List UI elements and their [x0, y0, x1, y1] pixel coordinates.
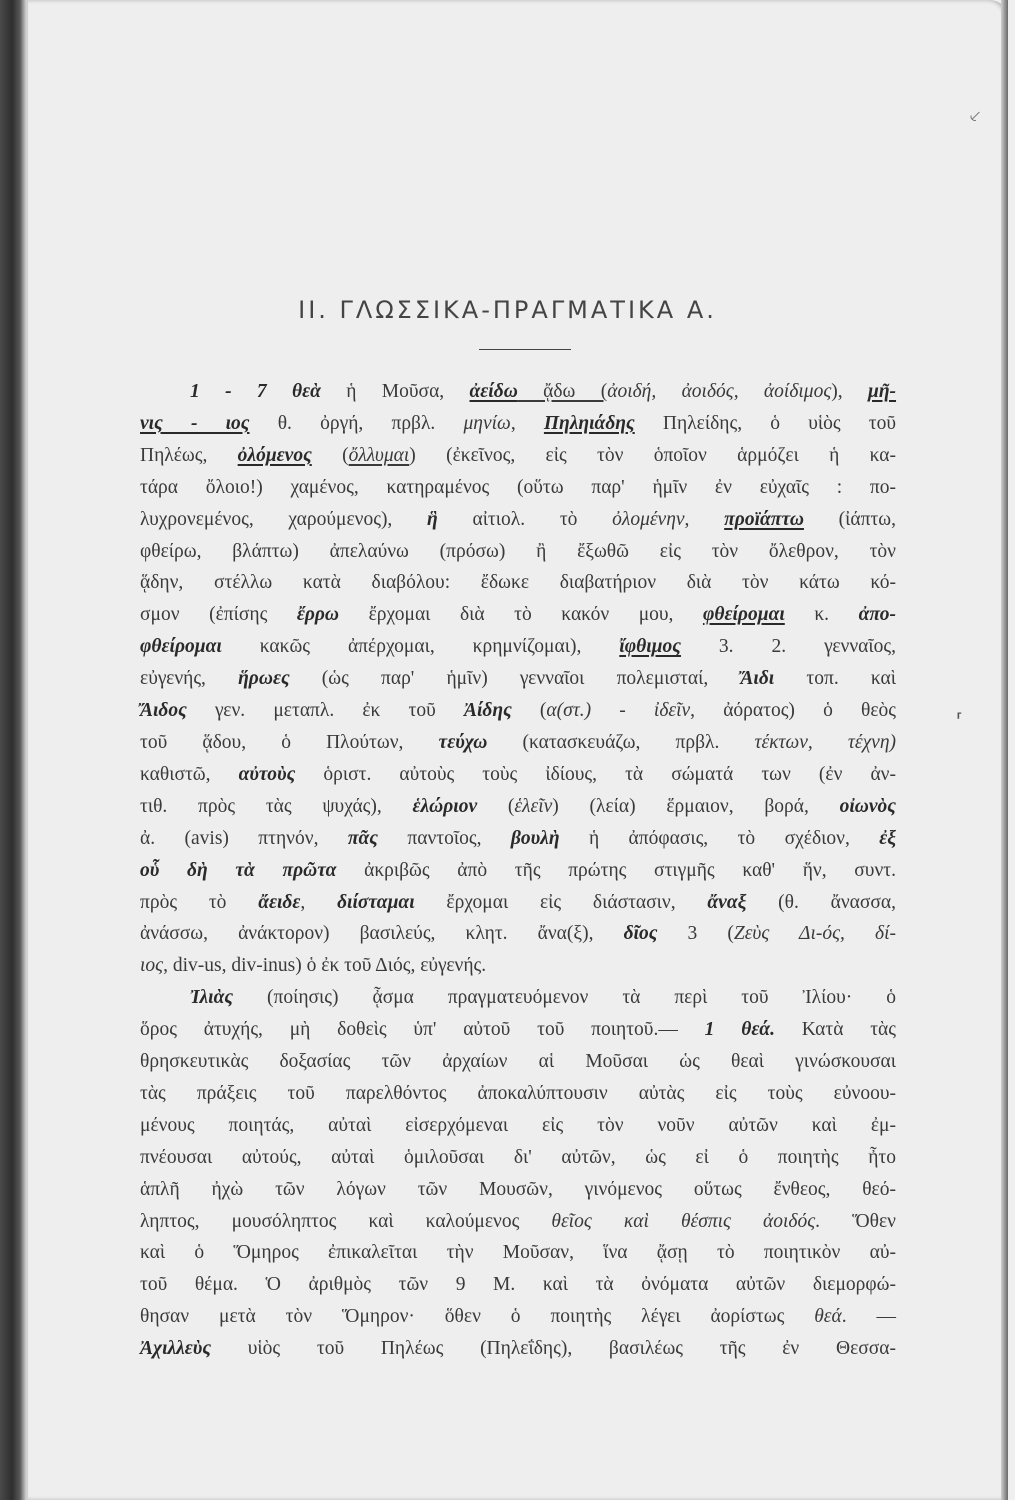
gloss: Κατὰ τὰς	[774, 1019, 896, 1041]
gloss: ἡ ἀπόφασις, τὸ σχέδιον,	[559, 827, 880, 849]
text-line	[140, 887, 896, 919]
text-line	[140, 1237, 896, 1269]
gloss: ὁριστ. αὐτοὺς τοὺς ἰδίους, τὰ σώματά των (ἐν ἀν-	[295, 763, 896, 785]
gloss: ) (ἐκεῖνος, εἰς τὸν ὁποῖον ἁρμόζει ἡ κα-	[409, 444, 897, 466]
italic-gloss: τέκτων, τέχνη)	[754, 731, 896, 753]
gloss: , ἀόρατος) ὁ θεὸς	[690, 700, 896, 722]
text-line	[140, 727, 896, 759]
gloss: υἱὸς τοῦ Πηλέως (Πηλεΐδης), βασιλέως τῆς ἐν Θεσσα-	[211, 1338, 896, 1360]
text-line	[140, 1014, 896, 1046]
text-line	[140, 1206, 896, 1238]
lemma: Ἰλιὰς	[190, 987, 234, 1009]
gloss: , div-us, div-inus) ὁ ἐκ τοῦ Διός, εὐγενής.	[163, 955, 487, 977]
text-line	[140, 1174, 896, 1206]
text-line	[140, 1301, 896, 1333]
gloss: θ. ὀργή, πρβλ.	[249, 412, 464, 434]
lemma: αὐτοὺς	[238, 763, 296, 785]
gloss: τιθ. πρὸς τὰς ψυχάς),	[140, 795, 413, 817]
gloss: τὰς πράξεις τοῦ παρελθόντος ἀποκαλύπτουσιν αὐτὰς εἰς τοὺς εὐνοου-	[140, 1082, 896, 1104]
gloss: ,	[684, 508, 725, 530]
lemma: διίσταμαι	[337, 891, 415, 913]
italic-gloss: ὀλομένην	[612, 508, 685, 530]
gloss: 3 (	[657, 923, 734, 945]
margin-mark-top: ⸔	[968, 106, 982, 127]
lemma: φθείρομαι	[140, 636, 222, 658]
gloss: λυχρονεμένος, χαρούμενος),	[140, 508, 428, 530]
lemma: μῆ-	[867, 381, 897, 402]
lemma: 1 θεά.	[704, 1019, 775, 1041]
gloss: ),	[831, 381, 868, 402]
text-line	[140, 1078, 896, 1110]
gloss: θρησκευτικὰς δοξασίας τῶν ἀρχαίων αἱ Μοῦσαι ὡς θεαὶ γινώσκουσαι	[140, 1051, 896, 1073]
text-line	[140, 1142, 896, 1174]
italic-gloss: ιος	[140, 955, 164, 977]
line-number: 1 - 7	[190, 381, 267, 402]
italic-gloss: ὄλλυμαι	[348, 444, 410, 466]
italic-gloss: μηνίω	[463, 412, 511, 434]
lemma: Πηληιάδης	[543, 412, 635, 434]
italic-gloss: ἑλεῖν	[514, 795, 553, 817]
gloss: ἔρχομαι εἰς διάστασιν,	[414, 891, 708, 913]
lemma: ἀείδω	[469, 381, 518, 402]
gloss: πρὸς τὸ	[140, 891, 259, 913]
gloss: (ποίησις) ᾆσμα πραγματευόμενον τὰ περὶ τοῦ Ἰλίου· ὁ	[233, 987, 896, 1009]
lemma: οὗ δὴ τὰ πρῶτα	[140, 859, 337, 881]
text-line	[140, 631, 896, 663]
gloss: κακῶς ἀπέρχομαι, κρημνίζομαι),	[221, 636, 620, 658]
text-line	[140, 1269, 896, 1301]
lemma: ἣ	[427, 508, 438, 530]
gloss: καθιστῶ,	[140, 763, 239, 785]
lemma: βουλὴ	[510, 827, 560, 849]
italic-gloss: ἀοιδή, ἀοιδός, ἀοίδιμος	[607, 381, 832, 402]
text-line	[140, 440, 896, 472]
text-line	[140, 472, 896, 504]
gloss: (	[511, 700, 547, 722]
text-line	[140, 504, 896, 536]
lemma: Ἄιδι	[740, 668, 775, 690]
gloss: ἡ Μοῦσα,	[320, 381, 470, 402]
italic-gloss: Ζεὺς Δι-ός, δί-	[733, 923, 896, 945]
gloss: 3. 2. γενναῖος,	[680, 636, 896, 658]
lemma: φθείρομαι	[702, 604, 785, 626]
gloss: φθείρω, βλάπτω) ἀπελαύνω (πρόσω) ἢ ἔξωθῶ εἰς τὸν ὄλεθρον, τὸν	[140, 540, 896, 562]
text-line	[140, 1046, 896, 1078]
commentary-text	[140, 376, 896, 1365]
gloss: Πηλείδης, ὁ υἱὸς τοῦ	[634, 412, 897, 434]
text-line	[140, 567, 896, 599]
text-line	[140, 855, 896, 887]
gloss: παντοῖος,	[378, 827, 511, 849]
gloss: ὅρος ἀτυχής, μὴ δοθεὶς ὑπ' αὐτοῦ τοῦ ποιητοῦ.—	[140, 1019, 705, 1041]
text-line	[140, 982, 896, 1014]
gloss: πνέουσαι αὐτούς, αὐταὶ ὁμιλοῦσαι δι' αὐτῶν, ὡς εἰ ὁ ποιητὴς ἦτο	[140, 1146, 896, 1168]
gloss: ληπτος, μουσόληπτος καὶ καλούμενος	[140, 1210, 552, 1232]
lemma: δῖος	[623, 923, 658, 945]
lemma: Ἄιδος	[140, 700, 187, 722]
gloss: (ἰάπτω,	[803, 508, 897, 530]
lemma: Ἀχιλλεὺς	[140, 1338, 212, 1360]
lemma: ἔρρω	[296, 604, 340, 626]
gloss: ᾄδω (	[517, 381, 608, 402]
gloss: εὐγενής,	[140, 668, 239, 690]
gloss: ἁπλῆ ἠχὼ τῶν λόγων τῶν Μουσῶν, γινόμενος οὕτως ἔνθεος, θεό-	[140, 1178, 896, 1200]
lemma: προϊάπτω	[724, 508, 804, 530]
italic-gloss: θεῖος καὶ θέσπις ἀοιδός	[551, 1210, 816, 1232]
text-line	[140, 599, 896, 631]
lemma: ἀπο-	[858, 604, 896, 626]
italic-gloss: θεά	[814, 1306, 842, 1328]
gloss: ἀνάσσω, ἀνάκτορον) βασιλεύς, κλητ. ἄνα(ξ),	[140, 923, 624, 945]
margin-mark-middle: ⸢	[956, 710, 964, 731]
gloss: ἔρχομαι διὰ τὸ κακόν μου,	[339, 604, 703, 626]
gloss: σμον (ἐπίσης	[140, 604, 297, 626]
heading-rule	[479, 349, 571, 350]
gloss: μένους ποιητάς, αὐταὶ εἰσερχόμεναι εἰς τὸν νοῦν αὐτῶν καὶ ἐμ-	[140, 1114, 896, 1136]
text-line	[140, 695, 896, 727]
lemma: ἴφθιμος	[619, 636, 681, 658]
text-line	[140, 823, 896, 855]
lemma: θεὰ	[292, 381, 321, 402]
gloss: (κατασκευάζω, πρβλ.	[487, 731, 755, 753]
gloss: ) (λεία) ἕρμαιον, βορά,	[552, 795, 840, 817]
lemma: Ἀίδης	[463, 700, 512, 722]
gloss: (	[311, 444, 349, 466]
text-line	[140, 663, 896, 695]
text-line	[140, 1110, 896, 1142]
text-line	[140, 1333, 896, 1365]
gloss: τοῦ θέμα. Ὁ ἀριθμὸς τῶν 9 Μ. καὶ τὰ ὀνόματα αὐτῶν διεμορφώ-	[140, 1274, 896, 1296]
lemma: πᾶς	[347, 827, 378, 849]
gloss: ,	[300, 891, 338, 913]
gloss: ἀκριβῶς ἀπὸ τῆς πρώτης στιγμῆς καθ' ἥν, συντ.	[336, 859, 896, 881]
text-line	[140, 536, 896, 568]
gloss: τοπ. καὶ	[774, 668, 896, 690]
page-edge-shadow	[1001, 0, 1008, 1500]
lemma: τεύχω	[438, 731, 488, 753]
gloss: καὶ ὁ Ὅμηρος ἐπικαλεῖται τὴν Μοῦσαν, ἵνα ᾄσῃ τὸ ποιητικὸν αὐ-	[140, 1242, 896, 1264]
gloss: (θ. ἄνασσα,	[746, 891, 897, 913]
text-line	[140, 408, 896, 440]
lemma: ἐξ	[879, 827, 896, 849]
section-heading: II. ΓΛΩΣΣΙΚΑ-ΠΡΑΓΜΑΤΙΚΑ Α.	[298, 296, 717, 324]
italic-gloss: α(στ.) - ἰδεῖν	[546, 700, 691, 722]
text-line	[140, 791, 896, 823]
gloss: ,	[510, 412, 544, 434]
lemma: ἄειδε	[258, 891, 301, 913]
text-line	[140, 376, 896, 408]
gloss: . —	[841, 1306, 897, 1328]
gloss: (ὡς παρ' ἡμῖν) γενναῖοι πολεμισταί,	[289, 668, 741, 690]
gloss: τοῦ ᾅδου, ὁ Πλούτων,	[140, 731, 439, 753]
lemma: οἰωνὸς	[839, 795, 896, 817]
gloss: τάρα ὄλοιο!) χαμένος, κατηραμένος (οὕτω παρ' ἡμῖν ἐν εὐχαῖς : πο-	[140, 476, 896, 498]
gloss: ᾅδην, στέλλω κατὰ διαβόλου: ἔδωκε διαβατήριον διὰ τὸν κάτω κό-	[140, 572, 896, 594]
text-line	[140, 918, 896, 950]
gloss: αἰτιολ. τὸ	[437, 508, 613, 530]
lemma: ἑλώριον	[412, 795, 478, 817]
gloss: . Ὅθεν	[815, 1210, 897, 1232]
gloss: Πηλέως,	[140, 444, 238, 466]
text-line	[140, 950, 896, 982]
lemma: ἄναξ	[707, 891, 747, 913]
gloss: θησαν μετὰ τὸν Ὅμηρον· ὅθεν ὁ ποιητὴς λέγει ἀορίστως	[140, 1306, 815, 1328]
gloss: ἀ. (avis) πτηνόν,	[140, 827, 348, 849]
gloss: γεν. μεταπλ. ἐκ τοῦ	[186, 700, 464, 722]
lemma: ὀλόμενος	[237, 444, 312, 466]
gloss: (	[477, 795, 515, 817]
lemma: νις - ιος	[140, 412, 250, 434]
lemma: ἥρωες	[238, 668, 290, 690]
text-line	[140, 759, 896, 791]
gloss: κ.	[784, 604, 859, 626]
